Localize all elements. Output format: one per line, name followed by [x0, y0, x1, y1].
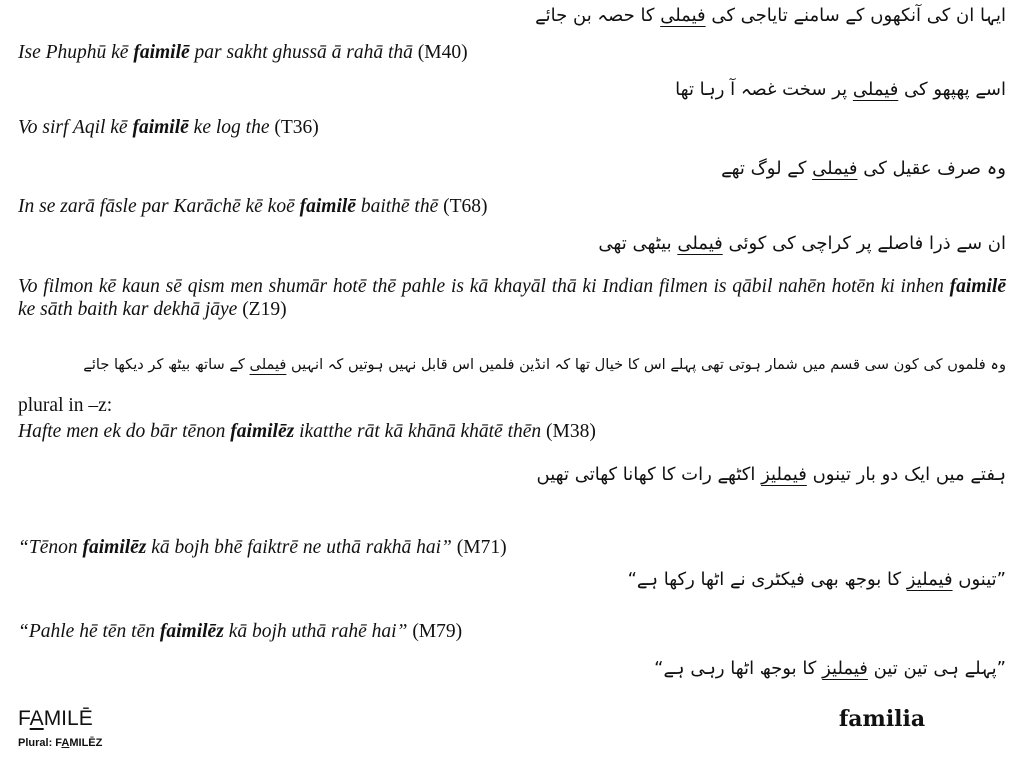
keyword-roman: faimilē	[299, 196, 356, 217]
source-code: (M79)	[412, 621, 463, 642]
source-code: (M71)	[456, 537, 507, 558]
keyword-roman: faimilē	[132, 117, 189, 138]
urdu-example-line: وہ فلموں کی کون سی قسم میں شمار ہوتی تھی پہلے اس کا خیال تھا کہ انڈین فلمیں اس قابل نہیں ہوتیں کہ انہیں فیملی کے ساتھ بیٹھ کر دیکھا جائے	[83, 356, 1006, 373]
romanized-example-line: Vo sirf Aqil kē faimilē ke log the (T36)	[18, 117, 319, 138]
urdu-example-line: ہفتے میں ایک دو بار تینوں فیملیز اکٹھے رات کا کھانا کھاتی تھیں	[536, 464, 1006, 485]
source-code: (M38)	[546, 421, 596, 442]
keyword-roman: faimilēz	[159, 621, 224, 642]
keyword-urdu: فیملیز	[761, 464, 807, 485]
keyword-urdu: فیملی	[249, 356, 287, 373]
romanized-example-line: Ise Phuphū kē faimilē par sakht ghussā ā rahā thā (M40)	[18, 42, 468, 63]
keyword-urdu: فیملیز	[906, 569, 953, 590]
source-code: (T36)	[274, 117, 319, 138]
romanized-example-line: Hafte men ek do bār tēnon faimilēz ikatthe rāt kā khānā khātē thēn (M38)	[18, 421, 596, 442]
keyword-roman: faimilēz	[82, 537, 147, 558]
romanized-example-line: “Pahle hē tēn tēn faimilēz kā bojh uthā rahē hai” (M79)	[18, 621, 463, 642]
romanized-example-line: In se zarā fāsle par Karāchē kē koē faimilē baithē thē (T68)	[18, 196, 488, 217]
urdu-example-line: اسے پھپھو کی فیملی پر سخت غصہ آ رہا تھا	[675, 79, 1006, 100]
keyword-urdu: فیملی	[852, 79, 899, 100]
urdu-example-line: ”پہلے ہی تین تین فیملیز کا بوجھ اٹھا رہی ہے“	[654, 658, 1006, 679]
urdu-example-line: ان سے ذرا فاصلے پر کراچی کی کوئی فیملی بیٹھی تھی	[598, 233, 1006, 254]
urdu-example-line: وہ صرف عقیل کی فیملی کے لوگ تھے	[721, 158, 1006, 179]
source-code: (T68)	[443, 196, 488, 217]
plural-form: Plural: FAMILĒZ	[18, 737, 103, 749]
urdu-example-line: ”تینوں فیملیز کا بوجھ بھی فیکٹری نے اٹھا رکھا ہے“	[627, 569, 1006, 590]
source-code: (M40)	[417, 42, 468, 63]
romanized-example-paragraph: Vo filmon kē kaun sē qism men shumār hotē thē pahle is kā khayāl thā ki Indian filmen is qābil nahēn hotēn ki inhen faimilē ke sāth baith kar dekhā jāye (Z19)	[18, 276, 1006, 320]
keyword-urdu: فیملی	[812, 158, 858, 179]
plural-note: plural in –z:	[18, 395, 113, 416]
headword: FAMILĒ	[18, 707, 93, 730]
source-code: (Z19)	[242, 299, 287, 320]
keyword-urdu: فیملی	[677, 233, 723, 254]
keyword-urdu: فیملیز	[822, 658, 868, 679]
etymology-source: familia	[838, 706, 926, 732]
keyword-roman: faimilē	[133, 42, 190, 63]
keyword-urdu: فیملی	[660, 5, 706, 26]
keyword-roman: faimilē	[949, 276, 1006, 297]
urdu-example-line: ایہا ان کی آنکھوں کے سامنے تایاجی کی فیملی کا حصہ بن جائے	[535, 5, 1006, 26]
keyword-roman: faimilēz	[230, 421, 295, 442]
romanized-example-line: “Tēnon faimilēz kā bojh bhē faiktrē ne uthā rakhā hai” (M71)	[18, 537, 507, 558]
